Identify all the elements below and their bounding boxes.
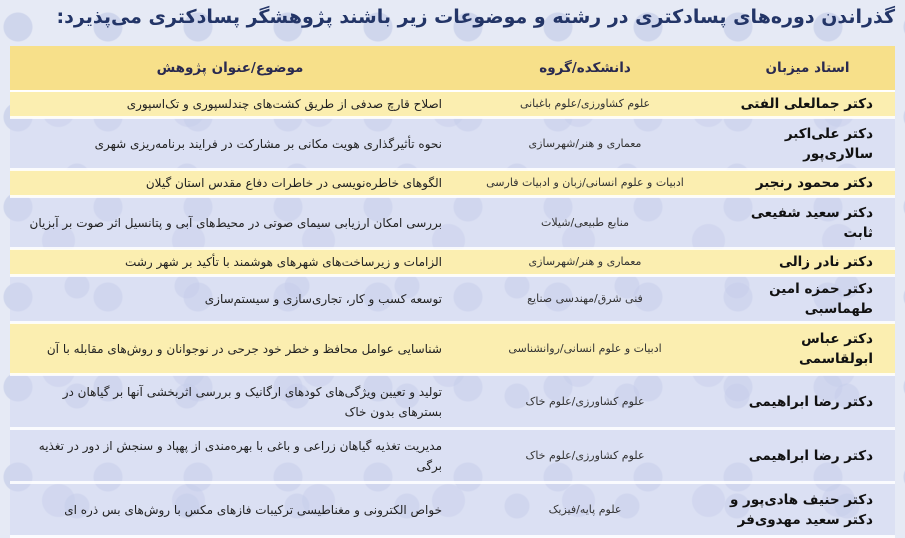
cell-host: دکتر حمزه امین طهماسبی <box>720 276 895 323</box>
cell-dept: ادبیات و علوم انسانی/زبان و ادبیات فارسی <box>450 170 720 197</box>
table-row <box>10 429 895 483</box>
table-row <box>10 323 895 375</box>
table-row <box>10 276 895 323</box>
header-dept: دانشکده/گروه <box>450 46 720 91</box>
table-row <box>10 118 895 170</box>
cell-host: دکتر محمود رنجبر <box>720 170 895 197</box>
cell-topic: خواص الکترونی و مغناطیسی ترکیبات فازهای مکس با روش‌های بس ذره ای <box>10 483 450 537</box>
cell-dept: معماری و هنر/شهرسازی <box>450 118 720 170</box>
cell-topic: شناسایی عوامل محافظ و خطر خود جرحی در نوجوانان و روش‌های مقابله با آن <box>10 323 450 375</box>
cell-dept: علوم کشاورزی/علوم باغبانی <box>450 91 720 118</box>
cell-host: دکتر رضا ابراهیمی <box>720 429 895 483</box>
cell-host: دکتر علی‌اکبر سالاری‌پور <box>720 118 895 170</box>
cell-host: دکتر رضا ابراهیمی <box>720 375 895 429</box>
cell-topic: الزامات و زیرساخت‌های شهرهای هوشمند با تأکید بر شهر رشت <box>10 249 450 276</box>
cell-topic: اصلاح قارچ صدفی از طریق کشت‌های چندلسپوری و تک‌اسپوری <box>10 91 450 118</box>
table-row <box>10 249 895 276</box>
cell-host: دکتر نادر زالی <box>720 249 895 276</box>
cell-topic: توسعه کسب و کار، تجاری‌سازی و سیستم‌سازی <box>10 276 450 323</box>
cell-dept: منابع طبیعی/شیلات <box>450 197 720 249</box>
table-row <box>10 483 895 537</box>
cell-dept: علوم پایه/فیزیک <box>450 483 720 537</box>
cell-dept: علوم کشاورزی/علوم خاک <box>450 375 720 429</box>
cell-dept: ادبیات و علوم انسانی/روانشناسی <box>450 323 720 375</box>
cell-topic: تولید و تعیین ویژگی‌های کودهای ارگانیک و بررسی اثربخشی آنها بر گیاهان در بسترهای بدون خاک <box>10 375 450 429</box>
table-row <box>10 170 895 197</box>
postdoc-table <box>10 46 895 538</box>
table-row <box>10 197 895 249</box>
cell-host: دکتر عباس ابولقاسمی <box>720 323 895 375</box>
table-row <box>10 375 895 429</box>
table-row <box>10 91 895 118</box>
table-header-row <box>10 46 895 91</box>
header-host: استاد میزبان <box>720 46 895 91</box>
cell-topic: نحوه تأثیرگذاری هویت مکانی بر مشارکت در فرایند برنامه‌ریزی شهری <box>10 118 450 170</box>
cell-topic: الگوهای خاطره‌نویسی در خاطرات دفاع مقدس استان گیلان <box>10 170 450 197</box>
cell-host: دکتر جمالعلی الفتی <box>720 91 895 118</box>
header-topic: موضوع/عنوان پژوهش <box>10 46 450 91</box>
cell-host: دکتر سعید شفیعی ثابت <box>720 197 895 249</box>
cell-dept: علوم کشاورزی/علوم خاک <box>450 429 720 483</box>
page-title: گذراندن دوره‌های پسادکتری در رشته و موضوعات زیر باشند پژوهشگر پسادکتری می‌پذیرد: <box>56 6 895 28</box>
cell-host: دکتر حنیف هادی‌پور و دکتر سعید مهدوی‌فر <box>720 483 895 537</box>
cell-topic: بررسی امکان ارزیابی سیمای صوتی در محیط‌های آبی و پتانسیل اثر صوت بر آبزیان <box>10 197 450 249</box>
cell-dept: معماری و هنر/شهرسازی <box>450 249 720 276</box>
cell-topic: مدیریت تغذیه گیاهان زراعی و باغی با بهره‌مندی از پهپاد و سنجش از دور در تغذیه برگی <box>10 429 450 483</box>
cell-dept: فنی شرق/مهندسی صنایع <box>450 276 720 323</box>
